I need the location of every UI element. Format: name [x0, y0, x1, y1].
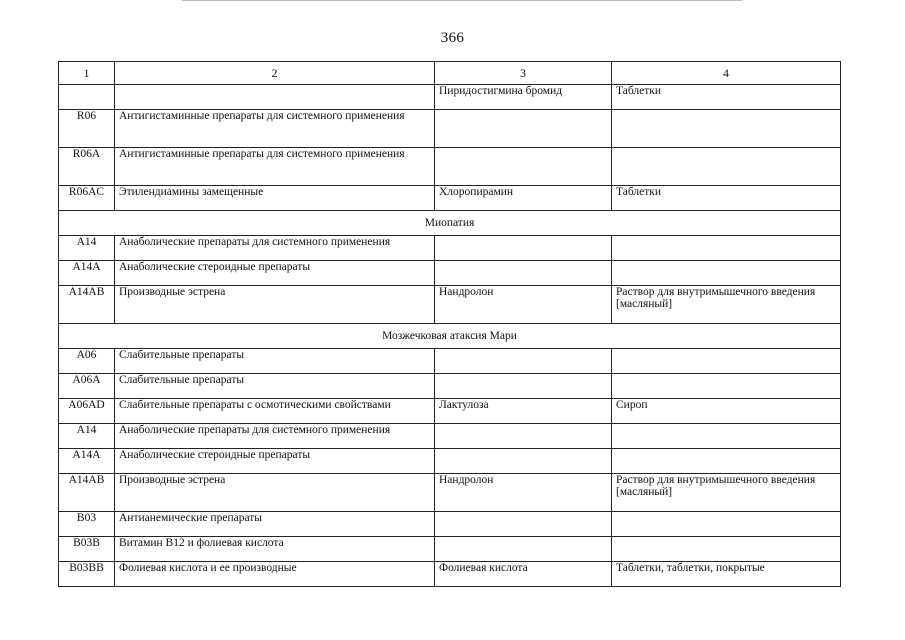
dosage-form-cell: Сироп — [612, 399, 841, 424]
dosage-form-cell — [612, 110, 841, 148]
code-cell: B03 — [59, 512, 115, 537]
page-number: 366 — [440, 30, 465, 46]
substance-cell — [435, 512, 612, 537]
table-row — [59, 186, 841, 211]
table-row — [59, 374, 841, 399]
group-name-cell: Анаболические стероидные препараты — [115, 261, 435, 286]
code-cell: A14AB — [59, 286, 115, 324]
group-name-cell: Антианемические препараты — [115, 512, 435, 537]
code-cell — [59, 85, 115, 110]
table-row — [59, 562, 841, 587]
dosage-form-cell — [612, 349, 841, 374]
section-title: Мозжечковая атаксия Мари — [59, 324, 841, 349]
table-row — [59, 349, 841, 374]
code-cell: A14 — [59, 424, 115, 449]
substance-cell: Лактулоза — [435, 399, 612, 424]
substance-cell: Нандролон — [435, 474, 612, 512]
group-name-cell: Антигистаминные препараты для системного применения — [115, 110, 435, 148]
header-cell: 4 — [612, 62, 841, 85]
dosage-form-cell: Раствор для внутримышечного введения [масляный] — [612, 286, 841, 324]
table-row — [59, 537, 841, 562]
table-row — [59, 286, 841, 324]
dosage-form-cell: Таблетки — [612, 85, 841, 110]
table-row — [59, 261, 841, 286]
code-cell: A06A — [59, 374, 115, 399]
table-row — [59, 449, 841, 474]
group-name-cell: Слабительные препараты с осмотическими свойствами — [115, 399, 435, 424]
substance-cell — [435, 110, 612, 148]
substance-cell — [435, 349, 612, 374]
header-cell: 3 — [435, 62, 612, 85]
header-cell: 1 — [59, 62, 115, 85]
table-row — [59, 399, 841, 424]
group-name-cell: Фолиевая кислота и ее производные — [115, 562, 435, 587]
group-name-cell: Анаболические стероидные препараты — [115, 449, 435, 474]
header-row — [59, 62, 841, 85]
table-row — [59, 424, 841, 449]
substance-cell — [435, 236, 612, 261]
dosage-form-cell — [612, 512, 841, 537]
substance-cell: Фолиевая кислота — [435, 562, 612, 587]
group-name-cell: Анаболические препараты для системного применения — [115, 424, 435, 449]
code-cell: B03B — [59, 537, 115, 562]
code-cell: R06 — [59, 110, 115, 148]
group-name-cell: Анаболические препараты для системного применения — [115, 236, 435, 261]
group-name-cell — [115, 85, 435, 110]
dosage-form-cell: Таблетки — [612, 186, 841, 211]
group-name-cell: Производные эстрена — [115, 286, 435, 324]
group-name-cell: Производные эстрена — [115, 474, 435, 512]
substance-cell — [435, 537, 612, 562]
code-cell: R06AC — [59, 186, 115, 211]
section-row — [59, 324, 841, 349]
group-name-cell: Антигистаминные препараты для системного применения — [115, 148, 435, 186]
dosage-form-cell — [612, 537, 841, 562]
substance-cell: Нандролон — [435, 286, 612, 324]
table-row — [59, 474, 841, 512]
group-name-cell: Витамин В12 и фолиевая кислота — [115, 537, 435, 562]
dosage-form-cell: Таблетки, таблетки, покрытые — [612, 562, 841, 587]
dosage-form-cell — [612, 148, 841, 186]
substance-cell — [435, 148, 612, 186]
dosage-form-cell — [612, 236, 841, 261]
group-name-cell: Слабительные препараты — [115, 349, 435, 374]
group-name-cell: Этилендиамины замещенные — [115, 186, 435, 211]
substance-cell — [435, 449, 612, 474]
dosage-form-cell — [612, 374, 841, 399]
dosage-form-cell — [612, 424, 841, 449]
table-row — [59, 236, 841, 261]
section-row — [59, 211, 841, 236]
code-cell: A14A — [59, 449, 115, 474]
substance-cell: Пиридостигмина бромид — [435, 85, 612, 110]
code-cell: R06A — [59, 148, 115, 186]
substance-cell — [435, 424, 612, 449]
code-cell: A14 — [59, 236, 115, 261]
header-cell: 2 — [115, 62, 435, 85]
code-cell: A14A — [59, 261, 115, 286]
drug-table — [58, 61, 841, 587]
table-row — [59, 85, 841, 110]
substance-cell — [435, 261, 612, 286]
table-row — [59, 148, 841, 186]
dosage-form-cell — [612, 261, 841, 286]
group-name-cell: Слабительные препараты — [115, 374, 435, 399]
code-cell: B03BB — [59, 562, 115, 587]
substance-cell — [435, 374, 612, 399]
code-cell: A14AB — [59, 474, 115, 512]
code-cell: A06AD — [59, 399, 115, 424]
section-title: Миопатия — [59, 211, 841, 236]
dosage-form-cell — [612, 449, 841, 474]
dosage-form-cell: Раствор для внутримышечного введения [масляный] — [612, 474, 841, 512]
code-cell: A06 — [59, 349, 115, 374]
table-row — [59, 110, 841, 148]
substance-cell: Хлоропирамин — [435, 186, 612, 211]
top-rule — [182, 0, 742, 1]
table-row — [59, 512, 841, 537]
